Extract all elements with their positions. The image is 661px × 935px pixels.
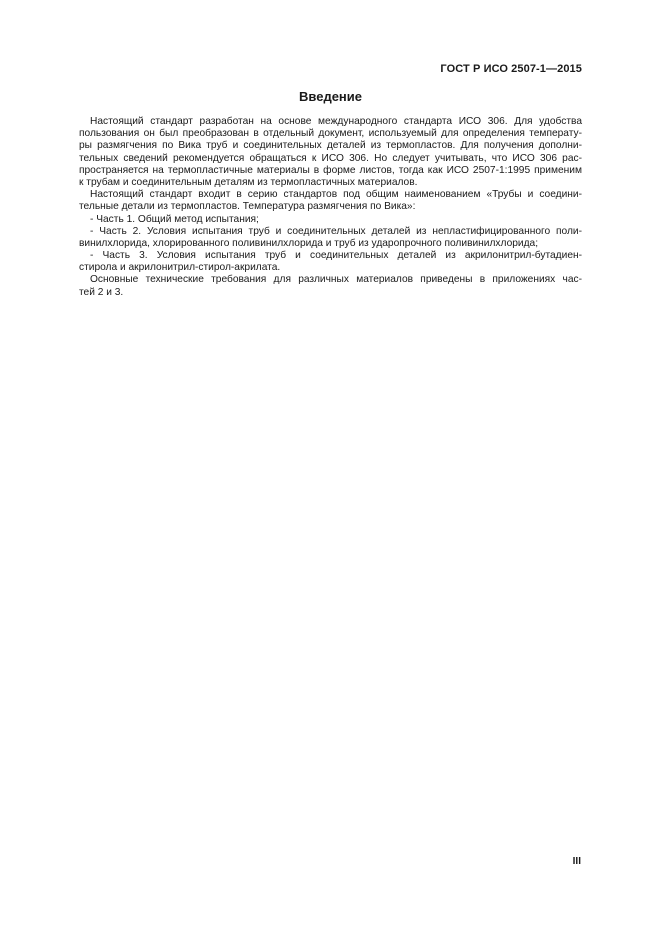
paragraph-line: пространяется на термопластичные материалы в форме листов, тогда как ИСО 2507-1:1995 применим <box>79 164 582 176</box>
section-title: Введение <box>299 89 362 104</box>
paragraph-line: Основные технические требования для различных материалов приведены в приложениях час- <box>90 274 582 286</box>
paragraph-line: тельных сведений рекомендуется обращаться к ИСО 306. Но следует учитывать, что ИСО 306 рас- <box>79 152 582 164</box>
paragraph-line: ры размягчения по Вика труб и соединительных деталей из термопластов. Для получения дополни- <box>79 140 582 152</box>
paragraph-line: тельные детали из термопластов. Температура размягчения по Вика»: <box>79 201 416 213</box>
list-item-part-2-continued: винилхлорида, хлорированного поливинилхлорида и труб из ударопрочного поливинилхлорида; <box>79 237 539 249</box>
paragraph-line: пользования он был преобразован в отдельный документ, используемый для определения температу- <box>79 128 582 140</box>
document-body <box>79 116 582 299</box>
list-item-part-2: - Часть 2. Условия испытания труб и соединительных деталей из непластифицированного поли- <box>90 225 582 237</box>
paragraph-line: тей 2 и 3. <box>79 286 124 298</box>
standard-code-header: ГОСТ Р ИСО 2507-1—2015 <box>440 63 582 75</box>
list-item-part-3: - Часть 3. Условия испытания труб и соединительных деталей из акрилонитрил-бутадиен- <box>90 250 582 262</box>
paragraph-line: Настоящий стандарт разработан на основе международного стандарта ИСО 306. Для удобства <box>90 116 582 127</box>
list-item-part-1: - Часть 1. Общий метод испытания; <box>90 213 259 225</box>
page-number: III <box>572 856 581 867</box>
paragraph-line: к трубам и соединительным деталям из термопластичных материалов. <box>79 176 418 188</box>
list-item-part-3-continued: стирола и акрилонитрил-стирол-акрилата. <box>79 262 281 274</box>
paragraph-line: Настоящий стандарт входит в серию стандартов под общим наименованием «Трубы и соедини- <box>90 189 582 201</box>
